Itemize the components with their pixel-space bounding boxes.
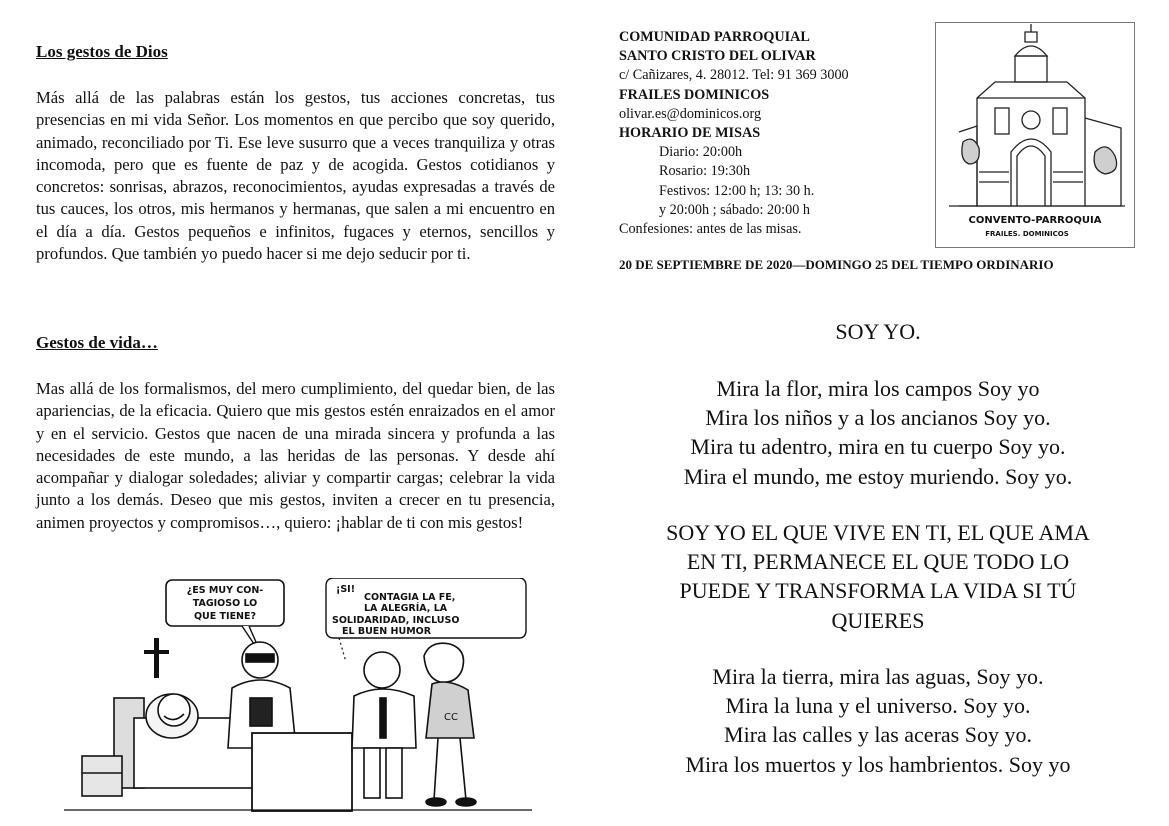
stanza3-line4: Mira los muertos y los hambrientos. Soy yo <box>685 751 1071 777</box>
liturgical-date: 20 DE SEPTIEMBRE DE 2020—DOMINGO 25 DEL TIEMPO ORDINARIO <box>619 257 1054 272</box>
church-caption-sub: FRAILES. DOMINICOS <box>985 230 1069 238</box>
bubble1-line1: ¿ES MUY CON- <box>186 585 264 596</box>
stanza2-line2: EN TI, PERMANECE EL QUE TODO LO <box>686 549 1070 575</box>
bubble2-line2: CONTAGIA LA FE, <box>364 592 456 603</box>
cross-icon <box>144 638 169 678</box>
parish-name-line1: COMUNIDAD PARROQUIAL <box>619 29 810 45</box>
speech-bubble-friar <box>326 578 526 662</box>
paragraph-gestos-de-dios: Más allá de las palabras están los gestos, tus acciones concretas, tus presencias en mi vida Señor. Los momentos en que percibo que soy querido, animado, reconciliado por Ti. Ese leve susurro que a veces tranquiliza y otras incomoda, pero que es fuente de paz y de acogida. Gestos cotidianos y concretos: sonrisas, abrazos, reconocimientos, ayudas expresadas a través de tus cauces, los otros, mis hermanos y hermanas, que salen a mi encuentro en el día a día. Gestos pequeños e infinitos, fugaces y eternos, sencillos y profundos. Que también yo puedo hacer si me dejo seducir por ti. <box>36 88 555 264</box>
poem-stanza-3 <box>612 662 1144 779</box>
parish-order: FRAILES DOMINICOS <box>619 86 770 103</box>
paragraph-gestos-de-vida: Mas allá de los formalismos, del mero cumplimiento, del quedar bien, de las apariencias, de la eficacia. Quiero que mis gestos estén enraizados en el amor y en el servicio. Gestos que nacen de una mirada sincera y profunda a las necesidades de este mundo, a las heridas de las personas. Y desde ahí acompañar y dialogar soledades; aliviar y compartir cargas; celebrar la vida junto a los demás. Deseo que mis gestos, inviten a crecer en tu presencia, animen proyectos y compromisos…, quiero: ¡hablar de ti con mis gestos! <box>36 379 555 532</box>
stanza1-line1: Mira la flor, mira los campos Soy yo <box>716 376 1040 401</box>
parish-email: olivar.es@dominicos.org <box>619 105 762 122</box>
heading-gestos-de-vida: Gestos de vida… <box>36 333 158 352</box>
stanza3-line1: Mira la tierra, mira las aguas, Soy yo. <box>712 664 1044 689</box>
bubble2-line4: SOLIDARIDAD, INCLUSO <box>332 615 460 626</box>
friar-figure <box>352 652 416 798</box>
church-caption-main: CONVENTO-PARROQUIA <box>968 215 1102 226</box>
bubble2-line1: ¡SI! <box>336 584 356 595</box>
schedule-rosary: Rosario: 19:30h <box>659 163 751 180</box>
stanza1-line3: Mira tu adentro, mira en tu cuerpo Soy yo. <box>690 434 1066 460</box>
bubble1-line2: TAGIOSO LO <box>192 598 258 609</box>
svg-text:CC: CC <box>444 712 458 723</box>
parish-name-line2: SANTO CRISTO DEL OLIVAR <box>619 48 816 65</box>
poem-stanza-1 <box>612 374 1144 491</box>
stanza3-line2: Mira la luna y el universo. Soy yo. <box>725 693 1031 719</box>
mass-schedule-heading: HORARIO DE MISAS <box>619 125 761 142</box>
cartoon-illustration <box>64 578 532 814</box>
poem-stanza-2 <box>612 518 1144 635</box>
stanza2-line3: PUEDE Y TRANSFORMA LA VIDA SI TÚ <box>679 578 1077 604</box>
heading-gestos-de-dios: Los gestos de Dios <box>36 42 168 61</box>
stanza2-line4: QUIERES <box>831 607 925 633</box>
doctor-figure <box>228 642 296 748</box>
confessions-info: Confesiones: antes de las misas. <box>619 221 802 238</box>
stanza1-line4: Mira el mundo, me estoy muriendo. Soy yo. <box>683 463 1073 489</box>
bubble2-line5: EL BUEN HUMOR <box>342 626 432 637</box>
parish-header <box>619 28 939 239</box>
stanza1-line2: Mira los niños y a los ancianos Soy yo. <box>705 405 1051 431</box>
poem-title: SOY YO. <box>835 319 921 344</box>
stanza2-line1: SOY YO EL QUE VIVE EN TI, EL QUE AMA <box>666 520 1090 545</box>
church-drawing <box>935 22 1135 248</box>
bubble1-line3: QUE TIENE? <box>193 611 257 622</box>
schedule-holidays: Festivos: 12:00 h; 13: 30 h. <box>659 182 815 199</box>
bubble2-line3: LA ALEGRÍA, LA <box>364 603 448 614</box>
parish-address: c/ Cañizares, 4. 28012. Tel: 91 369 3000 <box>619 67 849 84</box>
schedule-daily: Diario: 20:00h <box>659 144 743 161</box>
woman-figure <box>424 643 476 806</box>
stanza3-line3: Mira las calles y las aceras Soy yo. <box>724 722 1032 748</box>
schedule-evening: y 20:00h ; sábado: 20:00 h <box>659 201 810 218</box>
